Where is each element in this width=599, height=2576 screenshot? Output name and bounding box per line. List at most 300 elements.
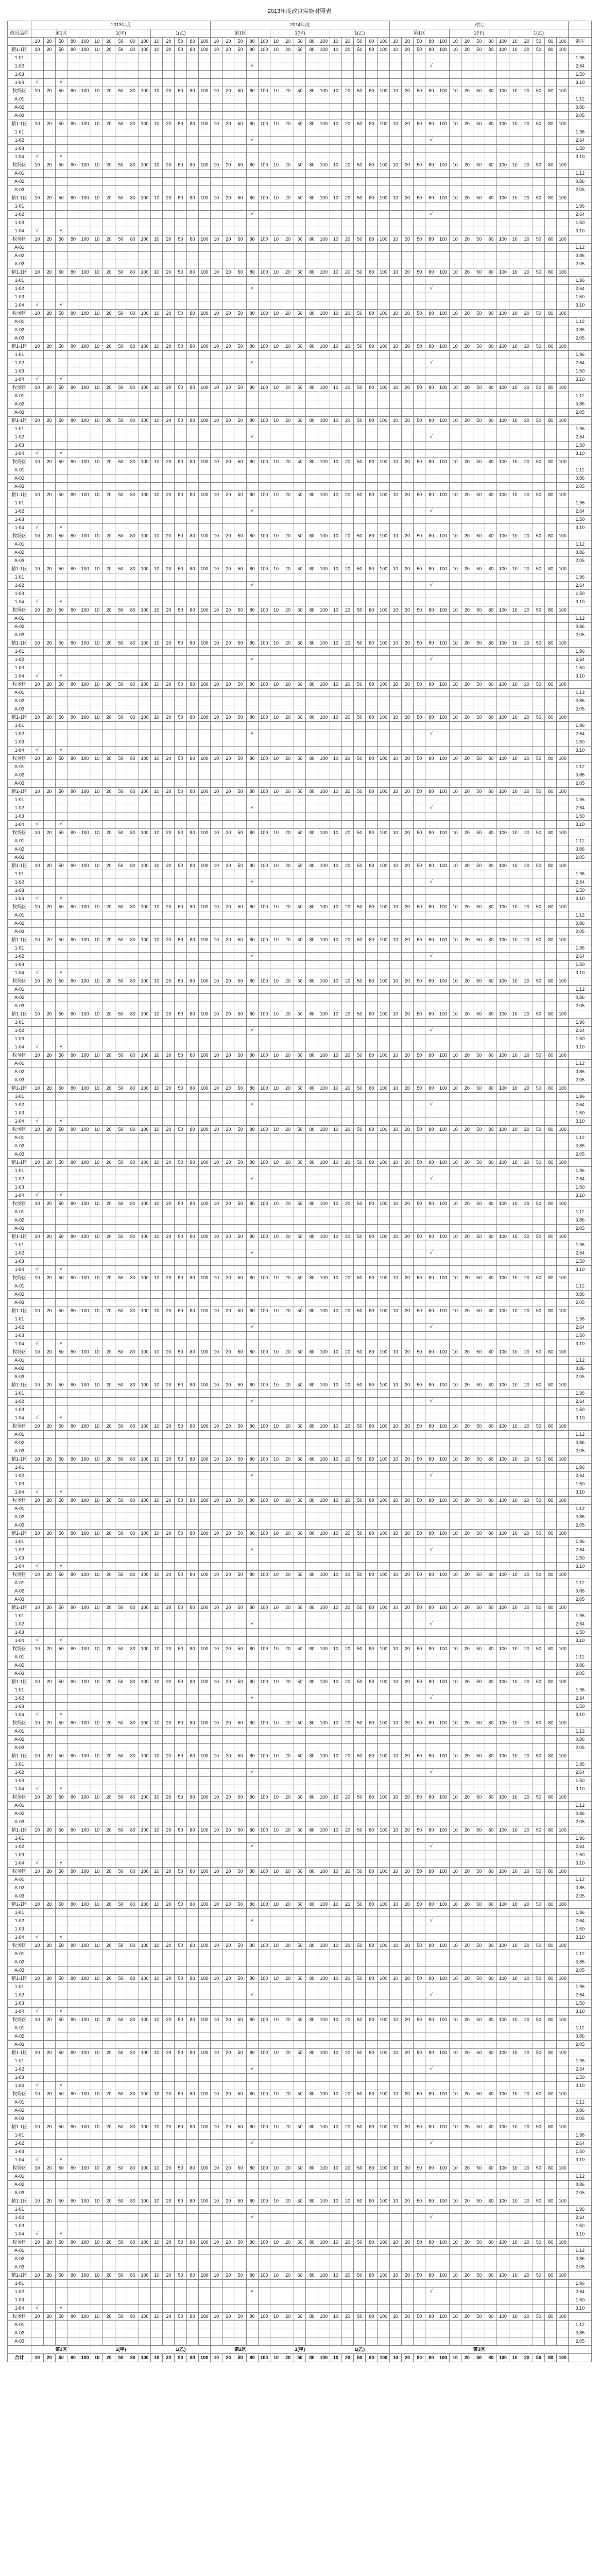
row-label: 1-02: [8, 211, 31, 219]
cell: [533, 598, 544, 606]
cell: [139, 318, 150, 326]
cell: [246, 499, 258, 507]
cell: [139, 887, 150, 895]
group-sub-value: 10: [31, 310, 43, 318]
cell: [533, 549, 544, 557]
cell: [223, 722, 234, 730]
check-mark: √: [246, 507, 258, 516]
cell: [509, 598, 521, 606]
cell: [234, 516, 246, 524]
group-sub-value: 80: [306, 714, 318, 722]
header-note-top: [569, 21, 592, 29]
cell: [43, 771, 55, 779]
group-name: 牧场区: [8, 235, 31, 244]
cell: [533, 318, 544, 326]
cell: [246, 474, 258, 483]
cell: [461, 878, 473, 887]
group-sub-value: 100: [258, 532, 270, 540]
cell: [246, 821, 258, 829]
cell: [91, 623, 103, 631]
group-sub-value: 50: [354, 310, 366, 318]
cell: [497, 202, 509, 211]
cell: [139, 747, 150, 755]
cell: [341, 845, 353, 854]
cell: [211, 293, 223, 301]
group-sub-value: 20: [461, 681, 473, 689]
cell: [198, 285, 210, 293]
cell: [43, 648, 55, 656]
cell: [270, 549, 282, 557]
group-sub-value: 100: [557, 268, 569, 277]
group-sub-value: 100: [258, 343, 270, 351]
table-row: [8, 62, 592, 71]
cell: [234, 821, 246, 829]
group-sub-value: 10: [330, 194, 341, 202]
cell: [341, 334, 353, 343]
cell: [318, 598, 330, 606]
cell: [354, 878, 366, 887]
group-sub-value: 20: [282, 161, 294, 170]
cell: [211, 582, 223, 590]
cell: [246, 549, 258, 557]
cell: [354, 62, 366, 71]
cell: [437, 796, 449, 804]
group-sub-value: 10: [151, 120, 163, 128]
cell: [234, 301, 246, 310]
group-sub-value: 10: [270, 755, 282, 763]
row-label: 1-04: [8, 376, 31, 384]
cell: [389, 260, 401, 268]
cell: [473, 466, 485, 474]
row-note: 2.64: [569, 804, 592, 812]
group-sub-value: 20: [282, 755, 294, 763]
group-sub-value: 80: [425, 161, 437, 170]
group-sub-value: 100: [139, 87, 150, 95]
row-note: 1.50: [569, 590, 592, 598]
check-mark: √: [55, 376, 67, 384]
cell: [485, 747, 497, 755]
cell: [485, 425, 497, 433]
group-sub-value: 10: [31, 565, 43, 573]
group-sub-value: 80: [366, 120, 378, 128]
cell: [389, 186, 401, 194]
cell: [437, 623, 449, 631]
group-sub-value: 10: [211, 829, 223, 837]
cell: [103, 516, 115, 524]
cell: [127, 499, 139, 507]
cell: [401, 516, 413, 524]
cell: [79, 557, 91, 565]
cell: [378, 474, 389, 483]
cell: [545, 623, 557, 631]
group-sub-value: 80: [485, 532, 497, 540]
cell: [533, 524, 544, 532]
cell: [127, 821, 139, 829]
group-sub-value: 80: [306, 458, 318, 466]
cell: [437, 631, 449, 639]
group-sub-value: 10: [330, 343, 341, 351]
group-sub-value: 80: [425, 565, 437, 573]
group-sub-value: 100: [258, 87, 270, 95]
cell: [318, 590, 330, 598]
cell: [521, 796, 533, 804]
cell: [557, 631, 569, 639]
cell: [557, 483, 569, 491]
cell: [151, 474, 163, 483]
group-sub-value: 10: [211, 606, 223, 615]
group-sub-value: 50: [234, 491, 246, 499]
cell: [186, 804, 198, 812]
cell: [186, 367, 198, 376]
group-name: 精1-1区: [8, 491, 31, 499]
cell: [43, 367, 55, 376]
cell: [103, 747, 115, 755]
cell: [211, 145, 223, 153]
group-sub-value: 80: [545, 268, 557, 277]
group-sub-value: 50: [115, 755, 127, 763]
cell: [163, 376, 175, 384]
cell: [31, 722, 43, 730]
group-sub-value: 20: [401, 46, 413, 54]
cell: [43, 227, 55, 235]
cell: [223, 730, 234, 738]
cell: [270, 112, 282, 120]
group-sub-value: 100: [318, 87, 330, 95]
group-sub-value: 80: [366, 639, 378, 648]
cell: [449, 244, 461, 252]
cell: [318, 573, 330, 582]
cell: [139, 293, 150, 301]
cell: [509, 252, 521, 260]
cell: [318, 878, 330, 887]
cell: [557, 516, 569, 524]
group-sub-value: 80: [545, 755, 557, 763]
row-note: 1.12: [569, 763, 592, 771]
cell: [389, 804, 401, 812]
group-sub-value: 20: [521, 194, 533, 202]
cell: [127, 672, 139, 681]
cell: [354, 507, 366, 516]
cell: [198, 854, 210, 862]
group-row: [8, 310, 592, 318]
cell: [341, 112, 353, 120]
cell: [473, 277, 485, 285]
cell: [258, 738, 270, 747]
cell: [246, 664, 258, 672]
group-sub-value: 100: [557, 788, 569, 796]
cell: [366, 178, 378, 186]
group-sub-value: 80: [485, 343, 497, 351]
cell: [246, 557, 258, 565]
cell: [461, 293, 473, 301]
group-sub-value: 10: [509, 384, 521, 392]
cell: [234, 524, 246, 532]
cell: [211, 186, 223, 194]
cell: [67, 705, 79, 714]
cell: [234, 153, 246, 161]
row-note: 1.12: [569, 540, 592, 549]
group-sub-value: 10: [151, 268, 163, 277]
cell: [151, 260, 163, 268]
cell: [306, 202, 318, 211]
group-sub-value: 10: [91, 491, 103, 499]
cell: [186, 359, 198, 367]
cell: [234, 804, 246, 812]
cell: [79, 582, 91, 590]
cell: [115, 442, 127, 450]
cell: [223, 689, 234, 697]
cell: [198, 244, 210, 252]
cell: [163, 672, 175, 681]
cell: [234, 763, 246, 771]
cell: [437, 425, 449, 433]
group-sub-value: 20: [103, 310, 115, 318]
cell: [341, 367, 353, 376]
cell: [43, 631, 55, 639]
group-sub-value: 80: [246, 161, 258, 170]
cell: [437, 244, 449, 252]
cell: [545, 211, 557, 219]
cell: [91, 79, 103, 87]
row-note: 1.12: [569, 837, 592, 845]
cell: [246, 400, 258, 409]
cell: [103, 631, 115, 639]
cell: [533, 293, 544, 301]
header-sub-corner: [8, 38, 31, 46]
group-sub-value: 10: [151, 384, 163, 392]
cell: [246, 466, 258, 474]
cell: [378, 730, 389, 738]
cell: [294, 878, 306, 887]
group-sub-value: 50: [473, 491, 485, 499]
cell: [485, 112, 497, 120]
cell: [163, 442, 175, 450]
cell: [354, 202, 366, 211]
cell: [330, 763, 341, 771]
cell: [67, 689, 79, 697]
cell: [414, 95, 425, 104]
cell: [294, 887, 306, 895]
cell: [485, 845, 497, 854]
group-sub-value: 100: [497, 862, 509, 870]
group-row: [8, 681, 592, 689]
cell: [163, 79, 175, 87]
check-mark: √: [55, 821, 67, 829]
cell: [186, 285, 198, 293]
cell: [341, 796, 353, 804]
cell: [211, 244, 223, 252]
cell: [533, 376, 544, 384]
cell: [378, 112, 389, 120]
group-sub-value: 10: [389, 161, 401, 170]
cell: [389, 590, 401, 598]
cell: [509, 260, 521, 268]
cell: [294, 697, 306, 705]
table-row: [8, 845, 592, 854]
cell: [175, 301, 186, 310]
cell: [521, 392, 533, 400]
cell: [330, 631, 341, 639]
cell: [151, 128, 163, 137]
cell: [282, 54, 294, 62]
group-sub-value: 10: [91, 755, 103, 763]
cell: [425, 318, 437, 326]
group-name: 精1-1区: [8, 194, 31, 202]
cell: [473, 507, 485, 516]
cell: [533, 812, 544, 821]
cell: [127, 557, 139, 565]
cell: [246, 450, 258, 458]
cell: [533, 837, 544, 845]
group-sub-value: 100: [198, 194, 210, 202]
cell: [67, 186, 79, 194]
group-sub-value: 80: [127, 681, 139, 689]
cell: [318, 507, 330, 516]
cell: [258, 590, 270, 598]
group-sub-value: 80: [485, 87, 497, 95]
group-sub-value: 100: [198, 862, 210, 870]
cell: [55, 582, 67, 590]
cell: [223, 771, 234, 779]
cell: [55, 573, 67, 582]
cell: [223, 738, 234, 747]
cell: [425, 326, 437, 334]
cell: [414, 854, 425, 862]
cell: [115, 145, 127, 153]
cell: [198, 582, 210, 590]
cell: [425, 227, 437, 235]
group-sub-value: 80: [366, 343, 378, 351]
cell: [198, 367, 210, 376]
cell: [198, 672, 210, 681]
cell: [485, 590, 497, 598]
cell: [139, 79, 150, 87]
table-row: [8, 145, 592, 153]
group-sub-value: 50: [115, 194, 127, 202]
cell: [258, 153, 270, 161]
group-sub-value: 80: [246, 235, 258, 244]
cell: [115, 326, 127, 334]
header-section: 第1区: [211, 29, 270, 38]
cell: [127, 573, 139, 582]
cell: [79, 730, 91, 738]
cell: [115, 878, 127, 887]
cell: [211, 71, 223, 79]
group-sub-value: 80: [127, 310, 139, 318]
group-sub-value: 80: [246, 491, 258, 499]
cell: [509, 71, 521, 79]
cell: [533, 878, 544, 887]
cell: [31, 433, 43, 442]
group-sub-value: 80: [366, 491, 378, 499]
cell: [234, 277, 246, 285]
cell: [198, 376, 210, 384]
group-sub-value: 10: [389, 491, 401, 499]
cell: [211, 137, 223, 145]
cell: [497, 648, 509, 656]
cell: [306, 878, 318, 887]
group-sub-value: 80: [366, 681, 378, 689]
cell: [127, 615, 139, 623]
group-sub-value: 80: [246, 532, 258, 540]
cell: [246, 697, 258, 705]
cell: [163, 293, 175, 301]
cell: [509, 112, 521, 120]
cell: [175, 425, 186, 433]
group-sub-value: 50: [533, 87, 544, 95]
cell: [198, 664, 210, 672]
group-sub-value: 20: [103, 417, 115, 425]
cell: [330, 771, 341, 779]
cell: [389, 178, 401, 186]
group-sub-value: 50: [354, 755, 366, 763]
cell: [449, 878, 461, 887]
group-sub-value: 20: [401, 639, 413, 648]
cell: [401, 796, 413, 804]
cell: [186, 590, 198, 598]
cell: [127, 540, 139, 549]
cell: [389, 293, 401, 301]
cell: [414, 409, 425, 417]
cell: [509, 870, 521, 878]
cell: [246, 631, 258, 639]
cell: [354, 186, 366, 194]
cell: [545, 318, 557, 326]
cell: [461, 252, 473, 260]
cell: [127, 656, 139, 664]
cell: [91, 351, 103, 359]
cell: [175, 252, 186, 260]
cell: [79, 656, 91, 664]
group-sub-value: 10: [270, 235, 282, 244]
cell: [425, 442, 437, 450]
row-note: 0.86: [569, 549, 592, 557]
cell: [55, 178, 67, 186]
cell: [497, 771, 509, 779]
cell: [306, 186, 318, 194]
group-sub-value: 80: [67, 714, 79, 722]
cell: [557, 804, 569, 812]
row-label: 1-01: [8, 796, 31, 804]
cell: [485, 301, 497, 310]
cell: [282, 722, 294, 730]
cell: [234, 466, 246, 474]
cell: [389, 409, 401, 417]
cell: [461, 812, 473, 821]
cell: [533, 483, 544, 491]
cell: [79, 153, 91, 161]
cell: [43, 145, 55, 153]
cell: [115, 351, 127, 359]
cell: [175, 54, 186, 62]
cell: [366, 474, 378, 483]
group-sub-value: 80: [425, 755, 437, 763]
cell: [366, 689, 378, 697]
cell: [223, 483, 234, 491]
cell: [127, 779, 139, 788]
cell: [306, 359, 318, 367]
group-sub-value: 10: [270, 384, 282, 392]
group-sub-value: 50: [175, 829, 186, 837]
group-sub-value: 50: [414, 343, 425, 351]
cell: [151, 821, 163, 829]
group-sub-value: 10: [389, 120, 401, 128]
cell: [449, 812, 461, 821]
cell: [449, 771, 461, 779]
table-row: [8, 738, 592, 747]
group-sub-value: 50: [115, 417, 127, 425]
cell: [115, 804, 127, 812]
